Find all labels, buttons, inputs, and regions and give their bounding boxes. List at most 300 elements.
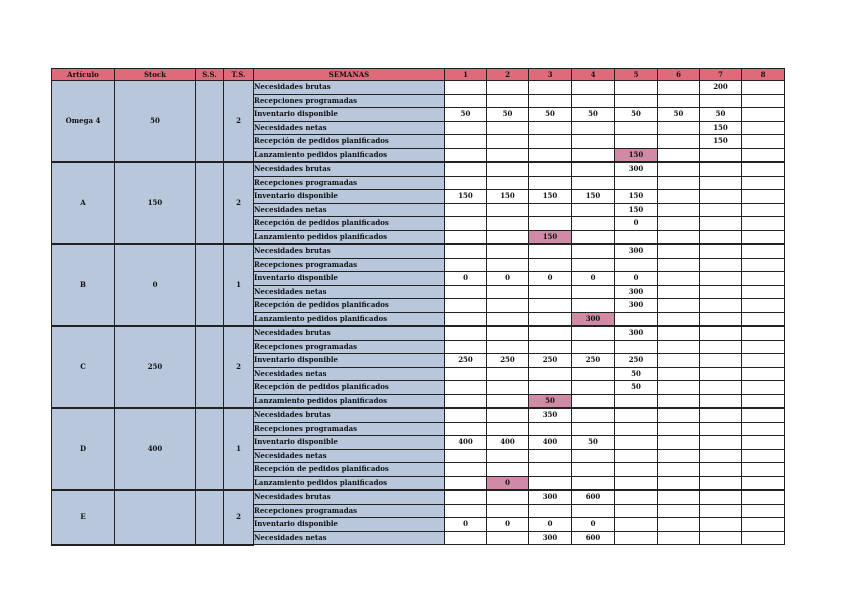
value-cell[interactable] <box>445 367 487 381</box>
value-cell[interactable] <box>615 258 658 272</box>
value-cell[interactable] <box>615 463 658 477</box>
value-cell[interactable] <box>445 340 487 354</box>
value-cell[interactable] <box>742 504 785 518</box>
value-cell[interactable] <box>742 312 785 326</box>
value-cell[interactable] <box>658 531 700 545</box>
value-cell[interactable] <box>529 476 572 490</box>
value-cell[interactable] <box>572 504 615 518</box>
value-cell[interactable] <box>487 367 529 381</box>
value-cell[interactable] <box>700 422 742 436</box>
value-cell[interactable] <box>700 381 742 395</box>
value-cell[interactable] <box>658 162 700 176</box>
value-cell[interactable]: 300 <box>615 244 658 258</box>
value-cell[interactable] <box>700 272 742 286</box>
value-cell[interactable]: 0 <box>572 518 615 532</box>
header-ts: T.S. <box>224 69 254 81</box>
value-cell[interactable] <box>742 490 785 504</box>
value-cell[interactable] <box>445 81 487 95</box>
value-cell[interactable]: 50 <box>700 108 742 122</box>
value-cell[interactable] <box>529 135 572 149</box>
value-cell[interactable] <box>700 176 742 190</box>
table-row <box>52 490 785 504</box>
value-cell[interactable]: 0 <box>487 476 529 490</box>
value-cell[interactable] <box>658 381 700 395</box>
value-cell[interactable]: 50 <box>487 108 529 122</box>
value-cell[interactable]: 50 <box>658 108 700 122</box>
value-cell[interactable] <box>487 94 529 108</box>
value-cell[interactable] <box>487 203 529 217</box>
value-cell[interactable]: 150 <box>445 190 487 204</box>
value-cell[interactable] <box>700 285 742 299</box>
item-group <box>52 490 785 545</box>
value-cell[interactable] <box>445 394 487 408</box>
value-cell[interactable] <box>658 394 700 408</box>
value-cell[interactable] <box>742 299 785 313</box>
value-cell[interactable] <box>700 203 742 217</box>
value-cell[interactable] <box>487 490 529 504</box>
value-cell[interactable]: 150 <box>700 121 742 135</box>
value-cell[interactable] <box>487 230 529 244</box>
value-cell[interactable] <box>700 367 742 381</box>
value-cell[interactable]: 600 <box>572 531 615 545</box>
value-cell[interactable] <box>529 176 572 190</box>
value-cell[interactable] <box>742 81 785 95</box>
row-label: Recepciones programadas <box>254 94 445 108</box>
value-cell[interactable] <box>742 422 785 436</box>
value-cell[interactable]: 0 <box>615 217 658 231</box>
header-week: 7 <box>700 69 742 81</box>
value-cell[interactable] <box>658 272 700 286</box>
value-cell[interactable] <box>658 176 700 190</box>
value-cell[interactable] <box>529 504 572 518</box>
value-cell[interactable] <box>742 449 785 463</box>
value-cell[interactable] <box>445 312 487 326</box>
value-cell[interactable] <box>487 408 529 422</box>
row-label: Lanzamiento pedidos planificados <box>254 312 445 326</box>
value-cell[interactable] <box>529 258 572 272</box>
value-cell[interactable] <box>572 81 615 95</box>
value-cell[interactable]: 400 <box>445 436 487 450</box>
value-cell[interactable]: 400 <box>487 436 529 450</box>
value-cell[interactable] <box>487 162 529 176</box>
row-label: Lanzamiento pedidos planificados <box>254 394 445 408</box>
value-cell[interactable] <box>658 422 700 436</box>
value-cell[interactable] <box>572 244 615 258</box>
value-cell[interactable] <box>445 490 487 504</box>
value-cell[interactable] <box>700 326 742 340</box>
value-cell[interactable] <box>658 203 700 217</box>
value-cell[interactable] <box>742 531 785 545</box>
value-cell[interactable] <box>742 244 785 258</box>
value-cell[interactable] <box>529 299 572 313</box>
value-cell[interactable] <box>529 340 572 354</box>
value-cell[interactable] <box>445 230 487 244</box>
value-cell[interactable] <box>445 176 487 190</box>
value-cell[interactable] <box>658 312 700 326</box>
value-cell[interactable] <box>615 518 658 532</box>
value-cell[interactable] <box>742 162 785 176</box>
value-cell[interactable] <box>487 135 529 149</box>
value-cell[interactable]: 150 <box>615 203 658 217</box>
value-cell[interactable] <box>445 531 487 545</box>
value-cell[interactable]: 50 <box>529 108 572 122</box>
value-cell[interactable] <box>700 190 742 204</box>
value-cell[interactable] <box>529 367 572 381</box>
value-cell[interactable] <box>572 135 615 149</box>
item-name: D <box>52 408 115 490</box>
value-cell[interactable]: 50 <box>615 108 658 122</box>
value-cell[interactable] <box>700 354 742 368</box>
value-cell[interactable]: 150 <box>615 190 658 204</box>
value-cell[interactable] <box>445 381 487 395</box>
value-cell[interactable] <box>529 81 572 95</box>
table-row <box>52 326 785 340</box>
value-cell[interactable] <box>700 244 742 258</box>
value-cell[interactable] <box>700 94 742 108</box>
value-cell[interactable] <box>658 518 700 532</box>
value-cell[interactable] <box>658 81 700 95</box>
value-cell[interactable]: 50 <box>572 436 615 450</box>
value-cell[interactable] <box>658 449 700 463</box>
value-cell[interactable] <box>658 190 700 204</box>
value-cell[interactable] <box>487 299 529 313</box>
value-cell[interactable] <box>529 217 572 231</box>
value-cell[interactable]: 0 <box>487 518 529 532</box>
item-name: C <box>52 326 115 408</box>
value-cell[interactable] <box>529 94 572 108</box>
value-cell[interactable] <box>445 94 487 108</box>
value-cell[interactable] <box>572 148 615 162</box>
value-cell[interactable] <box>572 121 615 135</box>
value-cell[interactable] <box>658 135 700 149</box>
value-cell[interactable] <box>445 244 487 258</box>
value-cell[interactable] <box>445 135 487 149</box>
value-cell[interactable]: 0 <box>572 272 615 286</box>
value-cell[interactable] <box>487 258 529 272</box>
row-label: Necesidades brutas <box>254 244 445 258</box>
value-cell[interactable] <box>445 476 487 490</box>
value-cell[interactable] <box>742 94 785 108</box>
value-cell[interactable] <box>658 463 700 477</box>
value-cell[interactable] <box>742 217 785 231</box>
value-cell[interactable] <box>572 162 615 176</box>
item-ts: 2 <box>224 326 254 408</box>
value-cell[interactable] <box>445 258 487 272</box>
value-cell[interactable]: 0 <box>445 272 487 286</box>
value-cell[interactable] <box>700 436 742 450</box>
value-cell[interactable] <box>658 121 700 135</box>
value-cell[interactable] <box>742 354 785 368</box>
value-cell[interactable] <box>529 381 572 395</box>
value-cell[interactable] <box>615 490 658 504</box>
value-cell[interactable] <box>658 490 700 504</box>
value-cell[interactable] <box>615 408 658 422</box>
value-cell[interactable] <box>572 476 615 490</box>
value-cell[interactable]: 50 <box>615 381 658 395</box>
value-cell[interactable] <box>700 258 742 272</box>
value-cell[interactable] <box>742 108 785 122</box>
value-cell[interactable] <box>445 504 487 518</box>
value-cell[interactable] <box>700 408 742 422</box>
value-cell[interactable] <box>658 285 700 299</box>
item-group <box>52 326 785 408</box>
value-cell[interactable] <box>742 176 785 190</box>
value-cell[interactable]: 0 <box>487 272 529 286</box>
value-cell[interactable] <box>445 285 487 299</box>
value-cell[interactable] <box>445 326 487 340</box>
mrp-sheet <box>51 68 785 546</box>
row-label: Necesidades brutas <box>254 326 445 340</box>
value-cell[interactable]: 50 <box>445 108 487 122</box>
value-cell[interactable] <box>742 272 785 286</box>
item-stock: 150 <box>115 162 196 244</box>
value-cell[interactable] <box>572 463 615 477</box>
value-cell[interactable] <box>742 121 785 135</box>
value-cell[interactable] <box>700 490 742 504</box>
row-label: Inventario disponible <box>254 108 445 122</box>
value-cell[interactable] <box>487 422 529 436</box>
value-cell[interactable] <box>700 340 742 354</box>
value-cell[interactable] <box>487 394 529 408</box>
value-cell[interactable] <box>572 367 615 381</box>
value-cell[interactable] <box>572 94 615 108</box>
item-ts: 1 <box>224 244 254 326</box>
value-cell[interactable] <box>742 381 785 395</box>
value-cell[interactable] <box>742 203 785 217</box>
value-cell[interactable] <box>658 367 700 381</box>
value-cell[interactable] <box>572 381 615 395</box>
value-cell[interactable]: 50 <box>529 394 572 408</box>
value-cell[interactable] <box>658 476 700 490</box>
value-cell[interactable] <box>658 148 700 162</box>
value-cell[interactable] <box>529 203 572 217</box>
value-cell[interactable] <box>445 162 487 176</box>
value-cell[interactable]: 300 <box>615 299 658 313</box>
value-cell[interactable] <box>615 340 658 354</box>
value-cell[interactable]: 50 <box>572 108 615 122</box>
value-cell[interactable] <box>658 258 700 272</box>
value-cell[interactable]: 300 <box>615 162 658 176</box>
value-cell[interactable] <box>658 504 700 518</box>
value-cell[interactable] <box>529 244 572 258</box>
value-cell[interactable]: 150 <box>529 230 572 244</box>
value-cell[interactable] <box>529 449 572 463</box>
value-cell[interactable] <box>529 148 572 162</box>
value-cell[interactable] <box>487 312 529 326</box>
value-cell[interactable] <box>700 217 742 231</box>
value-cell[interactable] <box>572 394 615 408</box>
value-cell[interactable]: 300 <box>615 326 658 340</box>
value-cell[interactable] <box>487 340 529 354</box>
value-cell[interactable] <box>615 94 658 108</box>
value-cell[interactable] <box>487 449 529 463</box>
value-cell[interactable] <box>700 463 742 477</box>
value-cell[interactable] <box>572 340 615 354</box>
value-cell[interactable] <box>658 326 700 340</box>
value-cell[interactable]: 150 <box>572 190 615 204</box>
item-group <box>52 244 785 326</box>
value-cell[interactable]: 0 <box>445 518 487 532</box>
item-ts: 1 <box>224 408 254 490</box>
value-cell[interactable] <box>742 190 785 204</box>
value-cell[interactable] <box>572 449 615 463</box>
value-cell[interactable] <box>445 203 487 217</box>
value-cell[interactable] <box>700 449 742 463</box>
value-cell[interactable] <box>529 326 572 340</box>
value-cell[interactable]: 250 <box>529 354 572 368</box>
value-cell[interactable] <box>615 436 658 450</box>
value-cell[interactable]: 200 <box>700 81 742 95</box>
value-cell[interactable] <box>487 244 529 258</box>
value-cell[interactable]: 250 <box>615 354 658 368</box>
value-cell[interactable]: 50 <box>615 367 658 381</box>
value-cell[interactable] <box>742 135 785 149</box>
header-week: 2 <box>487 69 529 81</box>
value-cell[interactable] <box>487 381 529 395</box>
value-cell[interactable] <box>700 299 742 313</box>
value-cell[interactable] <box>742 326 785 340</box>
value-cell[interactable] <box>700 504 742 518</box>
value-cell[interactable] <box>615 504 658 518</box>
value-cell[interactable] <box>487 121 529 135</box>
value-cell[interactable] <box>742 436 785 450</box>
value-cell[interactable] <box>529 312 572 326</box>
value-cell[interactable] <box>658 436 700 450</box>
value-cell[interactable] <box>700 531 742 545</box>
value-cell[interactable] <box>615 135 658 149</box>
row-label: Necesidades netas <box>254 531 445 545</box>
value-cell[interactable]: 350 <box>529 408 572 422</box>
value-cell[interactable] <box>700 148 742 162</box>
value-cell[interactable] <box>572 230 615 244</box>
value-cell[interactable] <box>658 299 700 313</box>
value-cell[interactable] <box>700 518 742 532</box>
row-label: Necesidades brutas <box>254 408 445 422</box>
value-cell[interactable] <box>572 176 615 190</box>
value-cell[interactable]: 300 <box>615 285 658 299</box>
value-cell[interactable]: 400 <box>529 436 572 450</box>
value-cell[interactable] <box>615 422 658 436</box>
value-cell[interactable] <box>487 285 529 299</box>
value-cell[interactable] <box>487 326 529 340</box>
value-cell[interactable] <box>615 312 658 326</box>
value-cell[interactable]: 300 <box>529 490 572 504</box>
value-cell[interactable] <box>742 476 785 490</box>
value-cell[interactable] <box>445 463 487 477</box>
value-cell[interactable] <box>658 340 700 354</box>
value-cell[interactable]: 300 <box>529 531 572 545</box>
value-cell[interactable] <box>572 408 615 422</box>
value-cell[interactable]: 150 <box>529 190 572 204</box>
value-cell[interactable]: 250 <box>487 354 529 368</box>
value-cell[interactable] <box>445 121 487 135</box>
value-cell[interactable] <box>529 463 572 477</box>
value-cell[interactable] <box>658 408 700 422</box>
value-cell[interactable] <box>445 299 487 313</box>
value-cell[interactable] <box>572 422 615 436</box>
value-cell[interactable] <box>487 148 529 162</box>
value-cell[interactable] <box>572 285 615 299</box>
value-cell[interactable] <box>529 422 572 436</box>
table-row <box>52 162 785 176</box>
value-cell[interactable] <box>445 449 487 463</box>
value-cell[interactable]: 250 <box>572 354 615 368</box>
value-cell[interactable] <box>529 285 572 299</box>
header-week: 3 <box>529 69 572 81</box>
value-cell[interactable] <box>742 463 785 477</box>
value-cell[interactable] <box>572 326 615 340</box>
value-cell[interactable] <box>445 408 487 422</box>
value-cell[interactable] <box>572 217 615 231</box>
value-cell[interactable] <box>742 518 785 532</box>
value-cell[interactable] <box>742 367 785 381</box>
value-cell[interactable] <box>529 162 572 176</box>
value-cell[interactable] <box>700 230 742 244</box>
value-cell[interactable] <box>487 463 529 477</box>
value-cell[interactable] <box>572 299 615 313</box>
value-cell[interactable] <box>742 394 785 408</box>
value-cell[interactable] <box>445 422 487 436</box>
value-cell[interactable] <box>742 230 785 244</box>
value-cell[interactable] <box>487 81 529 95</box>
value-cell[interactable] <box>742 148 785 162</box>
value-cell[interactable] <box>615 81 658 95</box>
value-cell[interactable] <box>658 354 700 368</box>
value-cell[interactable] <box>529 121 572 135</box>
value-cell[interactable] <box>658 94 700 108</box>
value-cell[interactable] <box>700 394 742 408</box>
value-cell[interactable] <box>615 121 658 135</box>
value-cell[interactable]: 300 <box>572 312 615 326</box>
item-group <box>52 81 785 163</box>
value-cell[interactable]: 150 <box>700 135 742 149</box>
value-cell[interactable] <box>658 230 700 244</box>
value-cell[interactable] <box>615 449 658 463</box>
value-cell[interactable] <box>658 244 700 258</box>
value-cell[interactable] <box>700 312 742 326</box>
value-cell[interactable] <box>487 176 529 190</box>
value-cell[interactable]: 150 <box>615 148 658 162</box>
value-cell[interactable]: 600 <box>572 490 615 504</box>
value-cell[interactable]: 250 <box>445 354 487 368</box>
value-cell[interactable] <box>615 176 658 190</box>
value-cell[interactable] <box>742 258 785 272</box>
value-cell[interactable] <box>572 258 615 272</box>
value-cell[interactable]: 0 <box>529 518 572 532</box>
value-cell[interactable] <box>742 340 785 354</box>
value-cell[interactable]: 0 <box>529 272 572 286</box>
value-cell[interactable] <box>487 217 529 231</box>
value-cell[interactable] <box>445 148 487 162</box>
value-cell[interactable]: 150 <box>487 190 529 204</box>
value-cell[interactable] <box>615 476 658 490</box>
value-cell[interactable] <box>742 285 785 299</box>
value-cell[interactable] <box>572 203 615 217</box>
value-cell[interactable] <box>487 531 529 545</box>
item-ts: 2 <box>224 490 254 545</box>
value-cell[interactable] <box>615 394 658 408</box>
value-cell[interactable] <box>700 476 742 490</box>
value-cell[interactable] <box>487 504 529 518</box>
value-cell[interactable] <box>700 162 742 176</box>
value-cell[interactable] <box>615 531 658 545</box>
value-cell[interactable] <box>658 217 700 231</box>
header-row <box>52 69 785 81</box>
value-cell[interactable] <box>615 230 658 244</box>
value-cell[interactable] <box>742 408 785 422</box>
value-cell[interactable]: 0 <box>615 272 658 286</box>
value-cell[interactable] <box>445 217 487 231</box>
